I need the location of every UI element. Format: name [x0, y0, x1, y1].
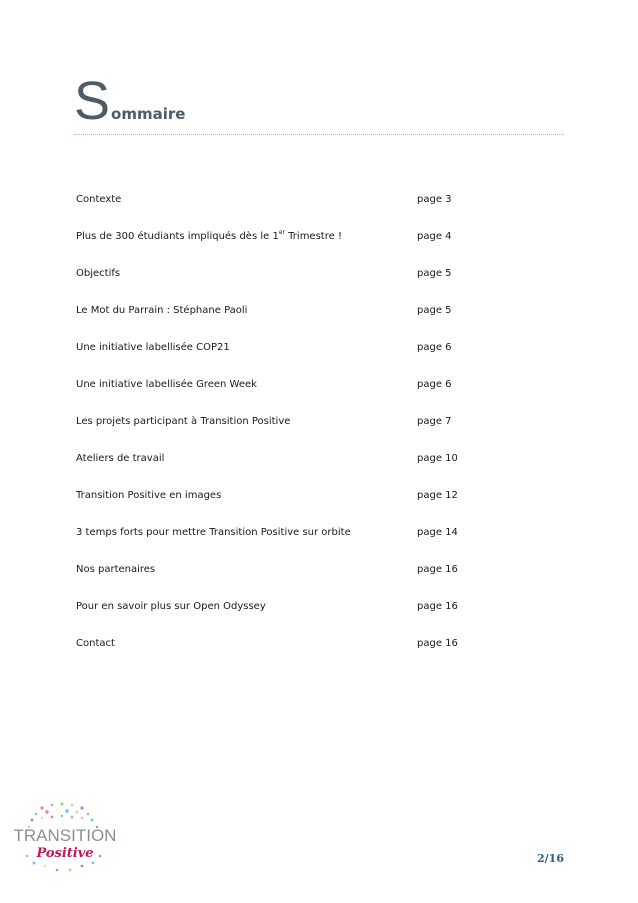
toc-label: Une initiative labellisée COP21 [76, 342, 230, 353]
toc-label: Transition Positive en images [76, 490, 222, 501]
title-divider [74, 134, 564, 135]
toc-page: page 16 [417, 564, 458, 575]
page-title [74, 71, 186, 131]
toc-page: page 10 [417, 453, 458, 464]
toc-entry[interactable] [76, 192, 486, 208]
toc-entry[interactable] [76, 562, 486, 578]
toc-entry[interactable] [76, 340, 486, 356]
title-rest: ommaire [111, 105, 186, 123]
toc-page: page 12 [417, 490, 458, 501]
toc-entry[interactable] [76, 525, 486, 541]
toc-label: 3 temps forts pour mettre Transition Positive sur orbite [76, 527, 351, 538]
toc-label: Ateliers de travail [76, 453, 165, 464]
toc-page: page 3 [417, 194, 452, 205]
toc-label: Les projets participant à Transition Positive [76, 416, 291, 427]
confetti-logo-icon [12, 800, 118, 874]
toc-page: page 4 [417, 231, 452, 242]
toc-entry[interactable] [76, 636, 486, 652]
toc-entry[interactable] [76, 488, 486, 504]
logo-text-transition: TRANSITION [13, 826, 117, 845]
toc-entry[interactable] [76, 229, 486, 245]
toc-page: page 5 [417, 305, 452, 316]
toc-entry[interactable] [76, 414, 486, 430]
toc-label: Objectifs [76, 268, 121, 279]
page-number: 2/16 [537, 852, 564, 865]
toc-label: Contact [76, 638, 115, 649]
toc-page: page 16 [417, 638, 458, 649]
toc-entry[interactable] [76, 303, 486, 319]
toc-entry[interactable] [76, 451, 486, 467]
toc-entry[interactable] [76, 377, 486, 393]
toc-entry[interactable] [76, 599, 486, 615]
toc-page: page 6 [417, 342, 452, 353]
toc-page: page 7 [417, 416, 452, 427]
transition-positive-logo [12, 800, 118, 874]
toc-entry[interactable] [76, 266, 486, 282]
toc-label: Le Mot du Parrain : Stéphane Paoli [76, 305, 248, 316]
toc-label: Nos partenaires [76, 564, 156, 575]
toc-page: page 5 [417, 268, 452, 279]
toc-label: Plus de 300 étudiants impliqués dès le 1er Trimestre ! [76, 229, 342, 242]
toc-label: Une initiative labellisée Green Week [76, 379, 257, 390]
toc-page: page 14 [417, 527, 458, 538]
toc-label-superscript: er [278, 229, 285, 236]
logo-text-positive: Positive [36, 846, 94, 861]
toc-label: Contexte [76, 194, 122, 205]
toc-page: page 16 [417, 601, 458, 612]
toc-page: page 6 [417, 379, 452, 390]
toc-label: Pour en savoir plus sur Open Odyssey [76, 601, 266, 612]
title-initial: S [74, 71, 111, 131]
